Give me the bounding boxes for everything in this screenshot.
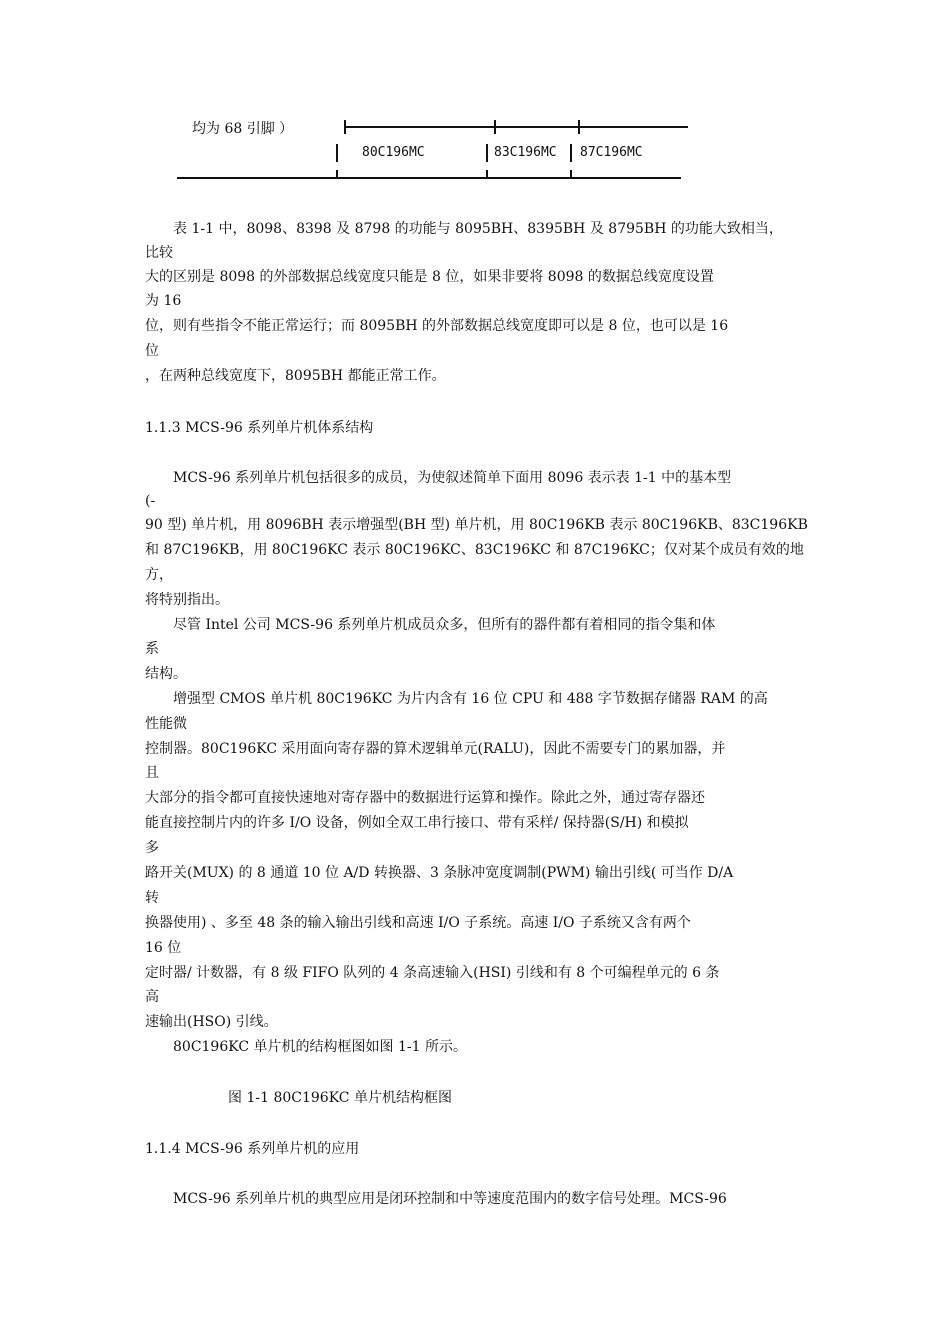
table-col-separator-3 [570,144,572,162]
text-line: 16 位 [145,940,182,956]
section-heading-1-1-3: 1.1.3 MCS-96 系列单片机体系结构 [145,420,374,436]
text-line: 高 [145,989,159,1005]
table-top-rule [344,126,688,128]
text-line: (- [145,493,156,509]
text-line: MCS-96 系列单片机的典型应用是闭环控制和中等速度范围内的数字信号处理。MCS-96 [145,1191,727,1207]
table-bottom-tick-2 [486,170,488,178]
text-line: 定时器/ 计数器，有 8 级 FIFO 队列的 4 条高速输入(HSI) 引线和有 8 个可编程单元的 6 条 [145,965,720,981]
table-col-2: 83C196MC [494,145,557,160]
text-line: 系 [145,641,159,657]
text-line: ，在两种总线宽度下，8095BH 都能正常工作。 [145,368,446,384]
text-line: 转 [145,890,159,906]
table-bottom-tick-1 [336,170,338,178]
text-line: 大部分的指令都可直接快速地对寄存器中的数据进行运算和操作。除此之外，通过寄存器还 [145,790,705,806]
table-top-tick-3 [578,120,580,134]
text-line: 80C196KC 单片机的结构框图如图 1-1 所示。 [145,1039,467,1055]
text-line: 速输出(HSO) 引线。 [145,1014,278,1030]
text-line: 控制器。80C196KC 采用面向寄存器的算术逻辑单元(RALU)，因此不需要专门的累加器，并 [145,741,726,757]
text-line: 大的区别是 8098 的外部数据总线宽度只能是 8 位，如果非要将 8098 的数据总线宽度设置 [145,269,714,285]
text-line: 90 型) 单片机，用 8096BH 表示增强型(BH 型) 单片机，用 80C196KB 表示 80C196KB、83C196KB [145,517,808,533]
text-line: MCS-96 系列单片机包括很多的成员，为使叙述简单下面用 8096 表示表 1-1 中的基本型 [145,470,732,486]
table-left-label: 均为 68 引脚 ） [192,121,294,137]
text-line: 将特别指出。 [145,592,229,608]
table-top-tick-2 [494,120,496,134]
text-line: 位，则有些指令不能正常运行；而 8095BH 的外部数据总线宽度即可以是 8 位，也可以是 16 [145,318,729,334]
text-line: 位 [145,343,159,359]
text-line: 换器使用) 、多至 48 条的输入输出引线和高速 I/O 子系统。高速 I/O 子系统又含有两个 [145,915,691,931]
table-col-separator-1 [336,144,338,162]
table-col-3: 87C196MC [580,145,643,160]
text-line: 路开关(MUX) 的 8 通道 10 位 A/D 转换器、3 条脉冲宽度调制(PWM) 输出引线( 可当作 D/A [145,865,734,881]
text-line: 能直接控制片内的许多 I/O 设备，例如全双工串行接口、带有采样/ 保持器(S/H) 和模拟 [145,815,689,831]
table-bottom-rule [177,177,681,179]
text-line: 增强型 CMOS 单片机 80C196KC 为片内含有 16 位 CPU 和 488 字节数据存储器 RAM 的高 [145,691,768,707]
text-line: 表 1-1 中，8098、8398 及 8798 的功能与 8095BH、8395BH 及 8795BH 的功能大致相当， [145,221,783,237]
table-col-1: 80C196MC [362,145,425,160]
text-line: 比较 [145,245,173,261]
text-line: 尽管 Intel 公司 MCS-96 系列单片机成员众多，但所有的器件都有着相同的指令集和体 [145,617,716,633]
text-line: 结构。 [145,666,187,682]
text-line: 多 [145,840,159,856]
text-line: 且 [145,765,159,781]
text-line: 和 87C196KB，用 80C196KC 表示 80C196KC、83C196KC 和 87C196KC；仅对某个成员有效的地 [145,542,804,558]
text-line: 为 16 [145,293,182,309]
section-heading-1-1-4: 1.1.4 MCS-96 系列单片机的应用 [145,1141,360,1157]
table-top-tick-1 [344,120,346,134]
table-col-separator-2 [486,144,488,162]
figure-caption: 图 1-1 80C196KC 单片机结构框图 [228,1090,452,1106]
text-line: 性能微 [145,716,187,732]
table-bottom-tick-3 [570,170,572,178]
text-line: 方， [145,567,173,583]
